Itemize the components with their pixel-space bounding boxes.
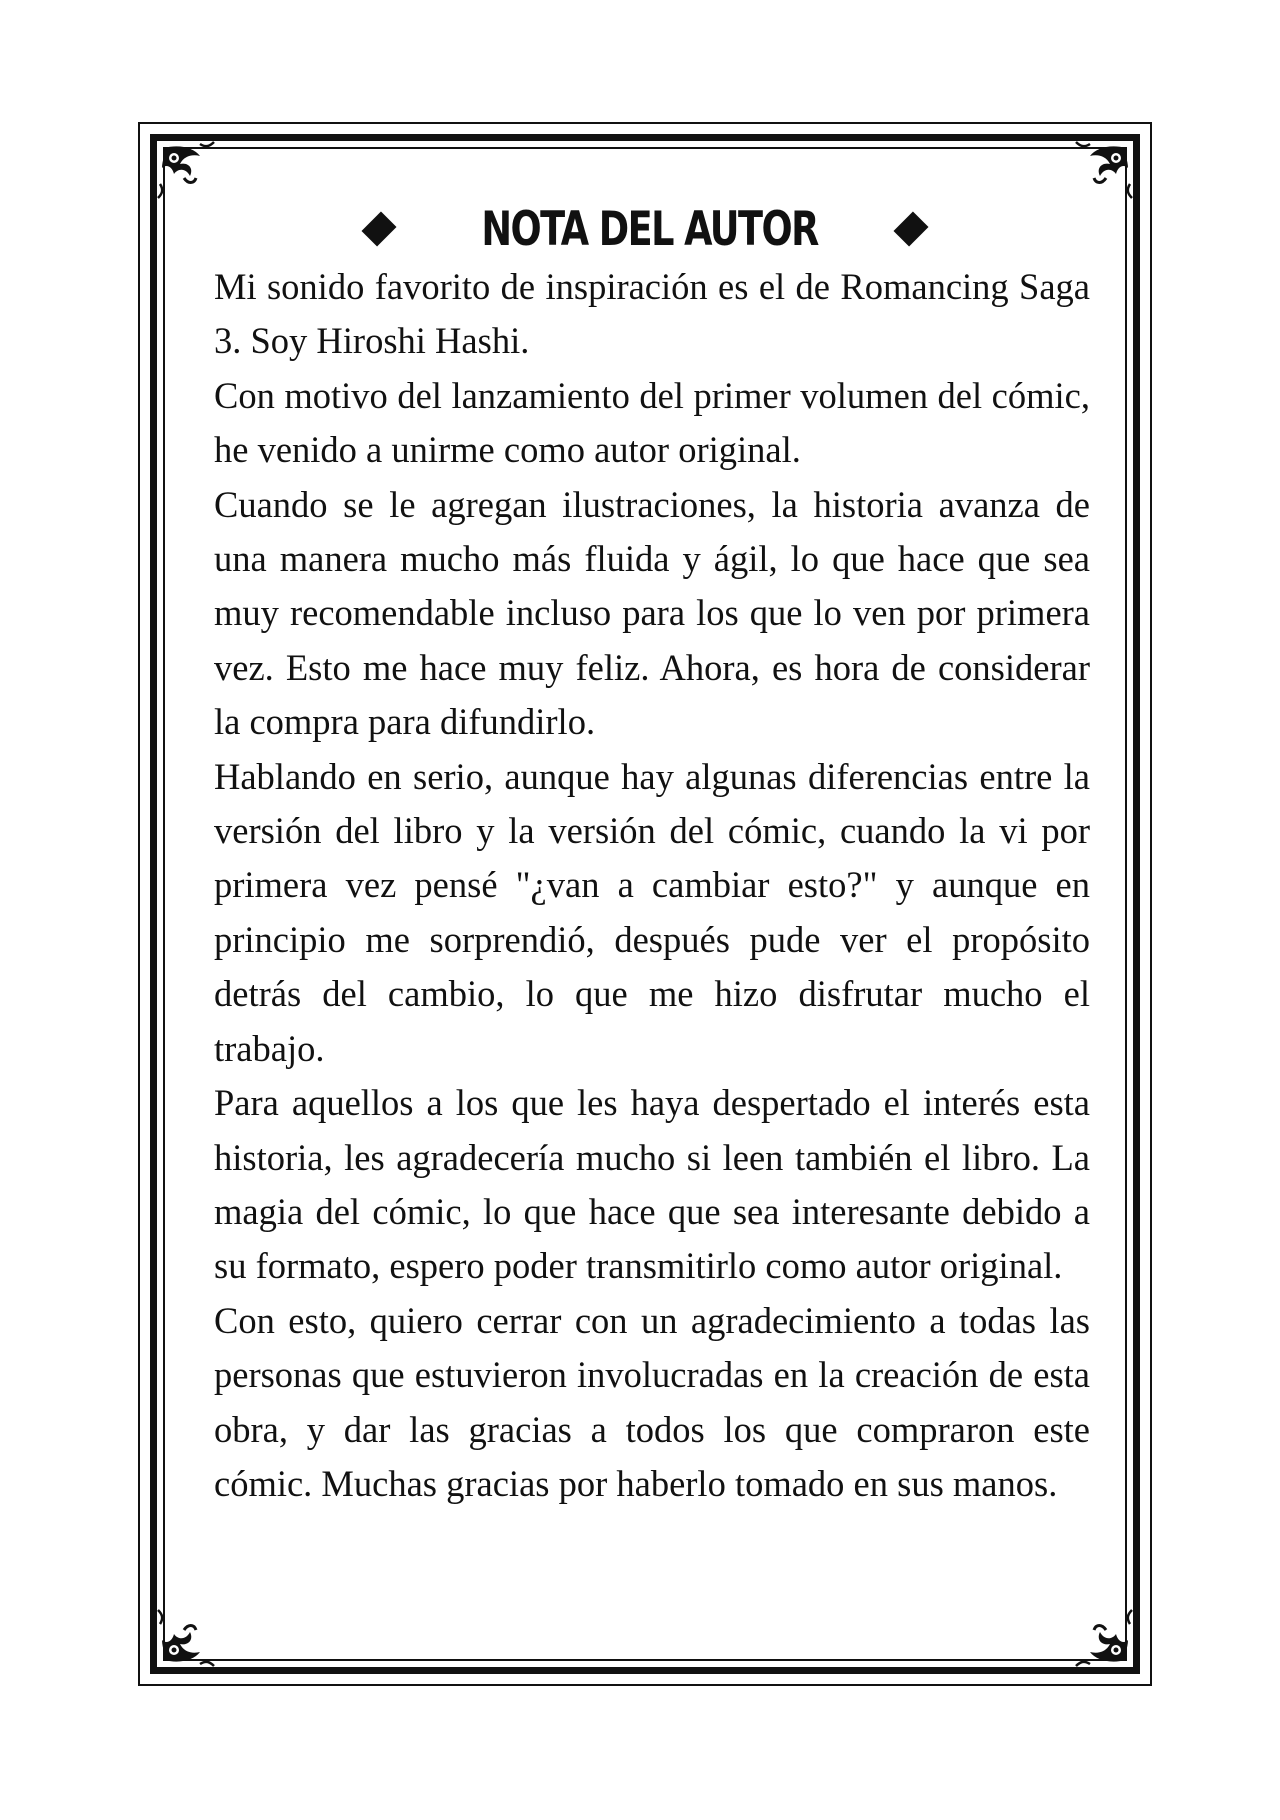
corner-flourish-icon bbox=[1070, 134, 1140, 204]
diamond-icon bbox=[362, 211, 397, 246]
corner-flourish-icon bbox=[150, 1604, 220, 1674]
paragraph: Cuando se le agregan ilustraciones, la historia avanza de una manera mucho más fluida y ágil, lo que hace que sea muy recomendable incluso para los que lo ven por primera vez. Esto me hace muy feliz. Ahora, es hora de considerar la compra para difundirlo. bbox=[214, 483, 1090, 743]
corner-flourish-icon bbox=[150, 134, 220, 204]
paragraph: Hablando en serio, aunque hay algunas diferencias entre la versión del libro y la versión del cómic, cuando la vi por primera vez pensé "¿van a cambiar esto?" y aunque en principio me sorprendió, después pude ver el propósito detrás del cambio, lo que me hizo disfrutar mucho el trabajo. bbox=[214, 755, 1090, 1069]
diamond-icon bbox=[893, 211, 928, 246]
paragraph: Con motivo del lanzamiento del primer volumen del cómic, he venido a unirme como autor original. bbox=[214, 374, 1090, 471]
page-title: NOTA DEL AUTOR bbox=[481, 201, 819, 257]
corner-flourish-icon bbox=[1070, 1604, 1140, 1674]
paragraph: Mi sonido favorito de inspiración es el de Romancing Saga 3. Soy Hiroshi Hashi. bbox=[214, 266, 1090, 362]
author-note-body bbox=[214, 260, 1090, 1511]
paragraph: Para aquellos a los que les haya despertado el interés esta historia, les agradecería mucho si leen también el libro. La magia del cómic, lo que hace que sea interesante debido a su formato, espero poder transmitirlo como autor original. bbox=[214, 1082, 1090, 1287]
paragraph: Con esto, quiero cerrar con un agradecimiento a todas las personas que estuvieron involucradas en la creación de esta obra, y dar las gracias a todos los que compraron este cómic. Muchas gracias por haberlo tomado en sus manos. bbox=[214, 1299, 1090, 1504]
title-row bbox=[163, 196, 1127, 262]
